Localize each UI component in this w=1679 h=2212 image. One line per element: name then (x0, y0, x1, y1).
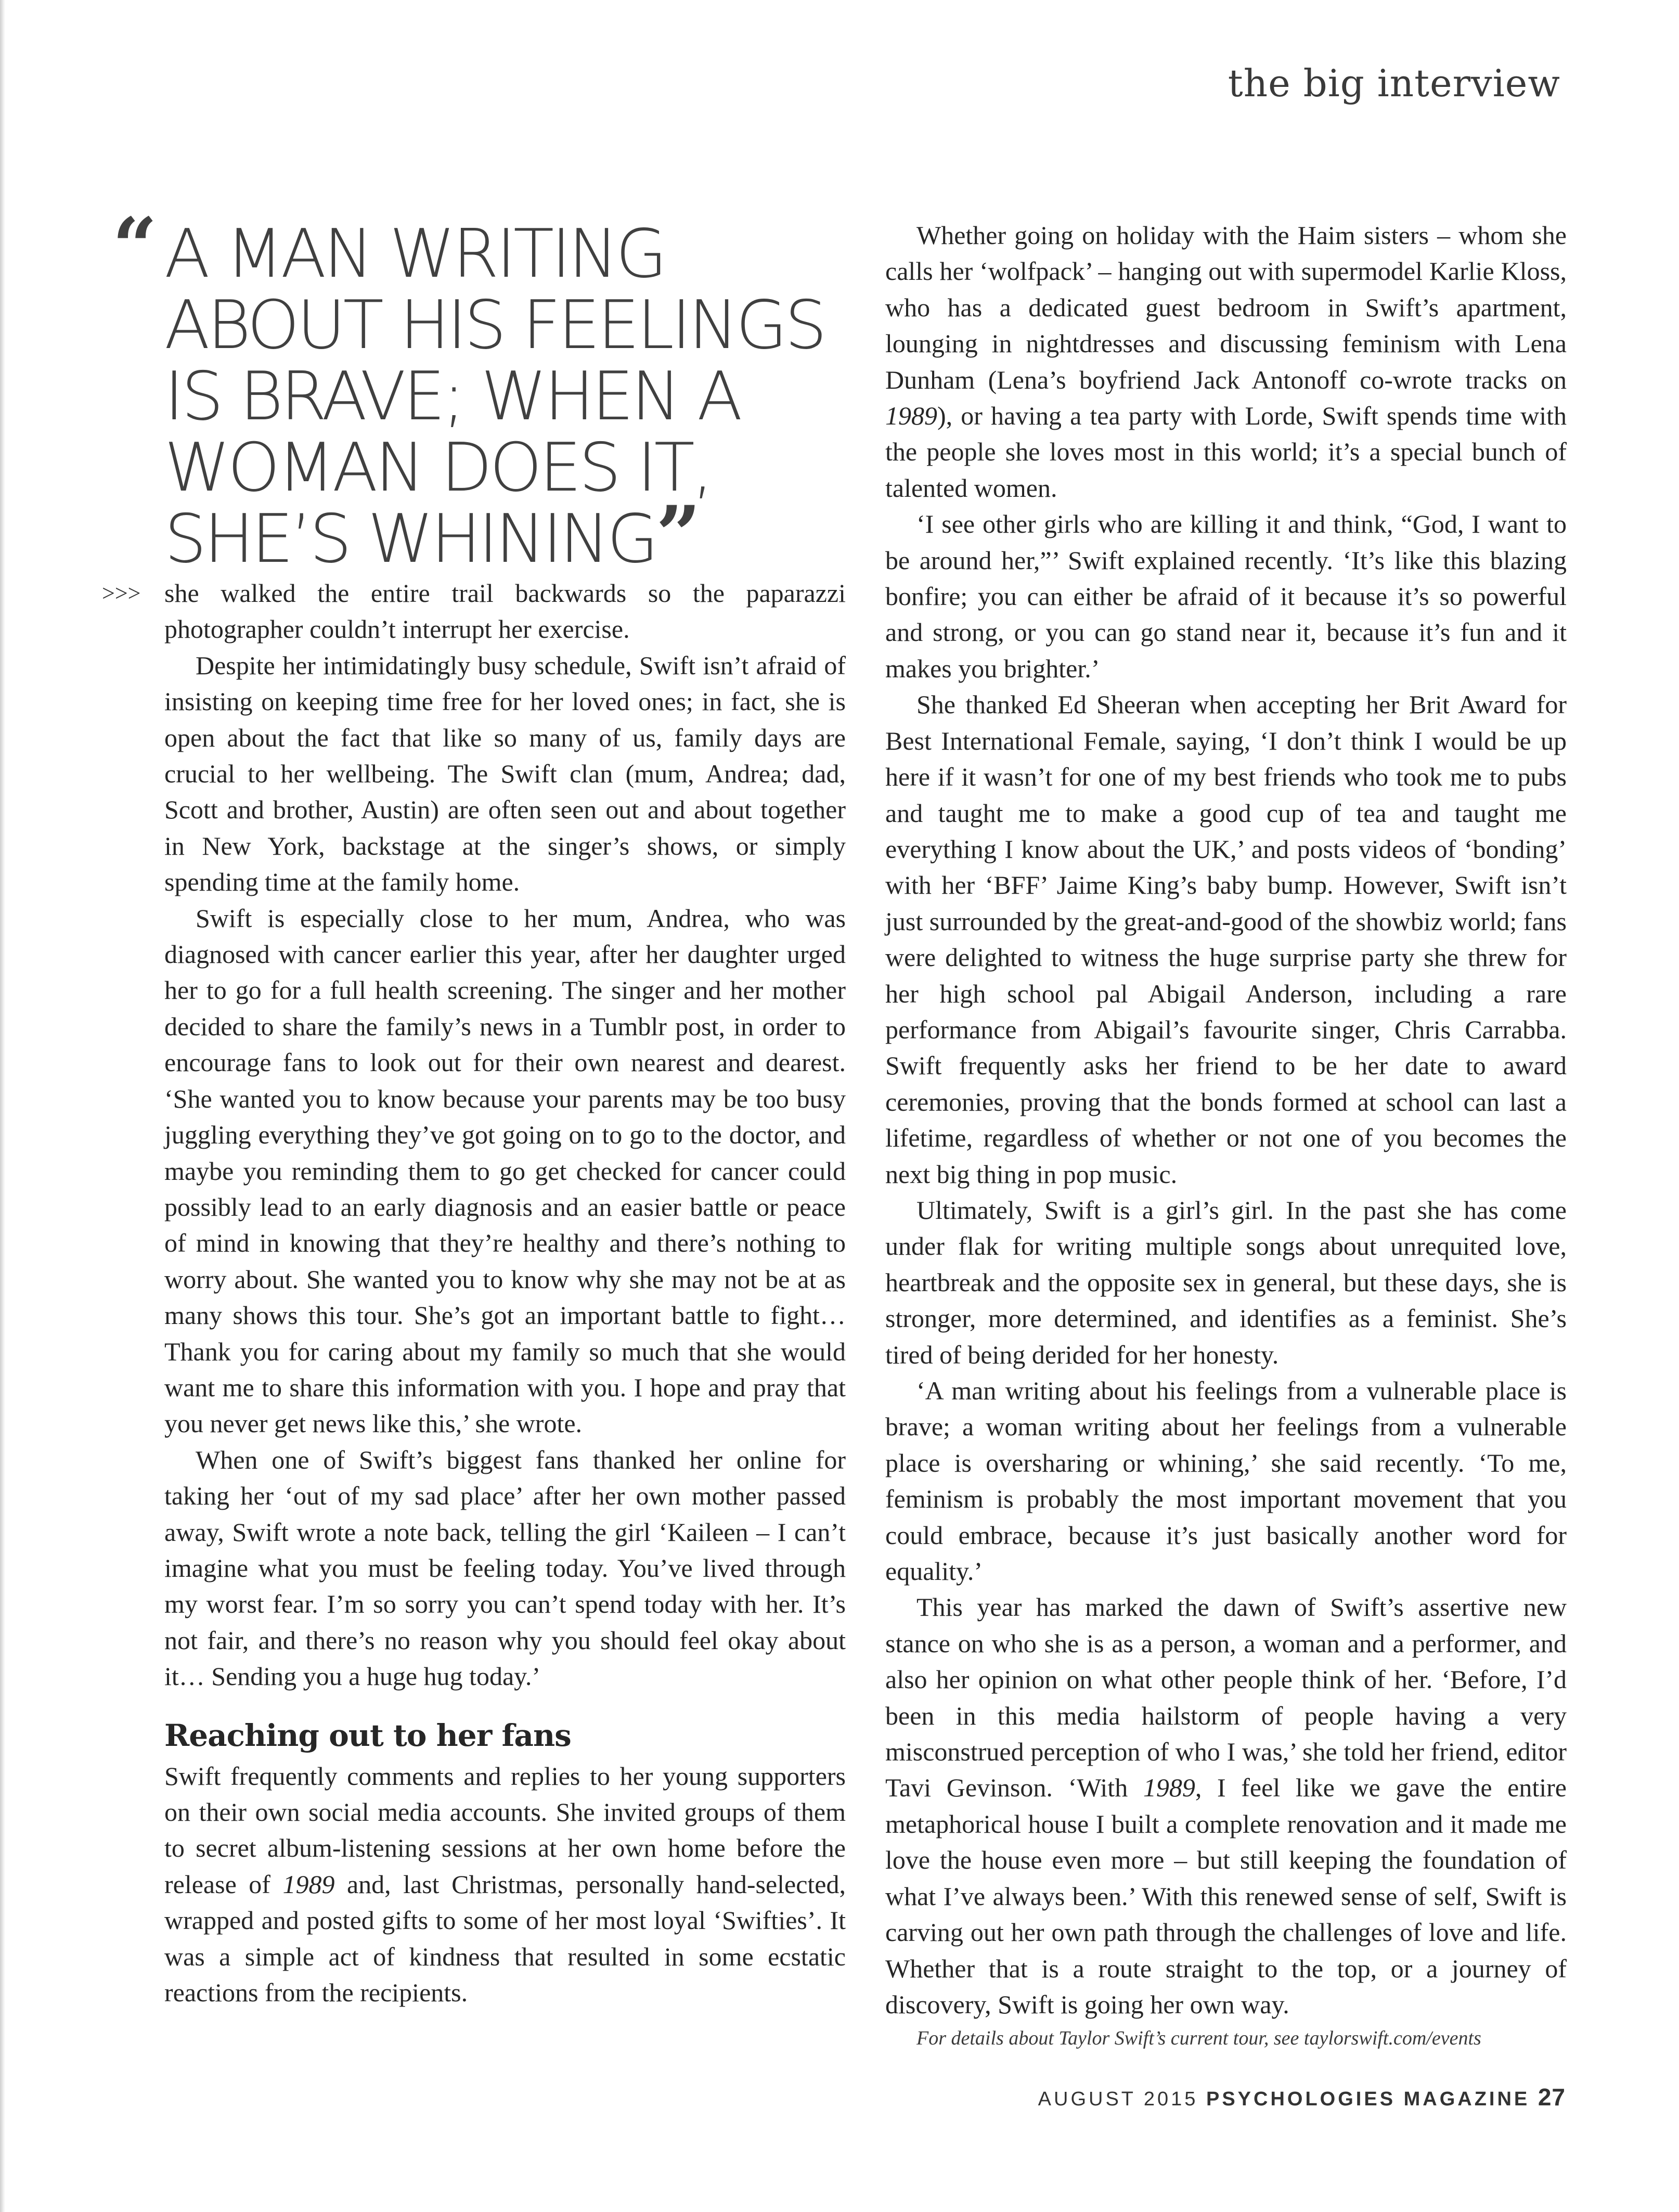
open-quote-mark: “ (112, 201, 158, 292)
text-run: , I feel like we gave the entire metaphorical house I built a complete renovation and it made me love the house even more – but still keeping the foundation of what I’ve always been.’ With this renewed sense of self, Swift is carving out her own path through the challenges of love and life. Whether that is a route straight to the top, or a journey of discovery, Swift is going her own way. (885, 1773, 1567, 2019)
close-quote-mark: ” (656, 489, 701, 581)
paragraph: Swift is especially close to her mum, Andrea, who was diagnosed with cancer earlier this year, after her daughter urged her to go for a full health screening. The singer and her mother decided to share the family’s news in a Tumblr post, in order to encourage fans to look out for their own nearest and dearest. ‘She wanted you to know because your parents may be too busy juggling everything they’ve got going on to go to the doctor, and maybe you reminding them to go get checked for cancer could possibly lead to an early diagnosis and an easier battle or peace of mind in knowing that they’re healthy and there’s nothing to worry about. She wanted you to know why she may not be at as many shows this tour. She’s got an important battle to fight… Thank you for caring about my family so much that she would want me to share this information with you. I hope and pray that you never get news like this,’ she wrote. (164, 903, 846, 1438)
pull-quote-text: A MAN WRITING ABOUT HIS FEELINGS IS BRAVE; WHEN A WOMAN DOES IT, SHE’S WHINING (164, 215, 824, 578)
paragraph: she walked the entire trail backwards so the paparazzi photographer couldn’t interrupt her exercise. (164, 578, 846, 644)
magazine-name: PSYCHOLOGIES MAGAZINE (1206, 2088, 1530, 2110)
album-title: 1989 (282, 1869, 335, 1899)
running-head: the big interview (1228, 61, 1560, 105)
continuation-marker: >>> (102, 581, 141, 606)
right-column (885, 217, 1567, 2054)
page-folio (1038, 2083, 1566, 2111)
tour-credit-line: For details about Taylor Swift’s current tour, see taylorswift.com/events (916, 2027, 1481, 2050)
album-title: 1989 (885, 401, 937, 431)
paragraph: ‘A man writing about his feelings from a vulnerable place is brave; a woman writing about her feelings from a vulnerable place is oversharing or whining,’ she said recently. ‘To me, feminism is probably the most important movement that you could embrace, because it’s just basically another word for equality.’ (885, 1376, 1567, 1586)
text-run: Whether going on holiday with the Haim sisters – whom she calls her ‘wolfpack’ – hanging out with supermodel Karlie Kloss, who has a dedicated guest bedroom in Swift’s apartment, lounging in nightdresses and discussing feminism with Lena Dunham (Lena’s boyfriend Jack Antonoff co-wrote tracks on (885, 221, 1567, 394)
paragraph (164, 1758, 846, 2011)
page-number: 27 (1538, 2084, 1566, 2111)
paragraph: When one of Swift’s biggest fans thanked her online for taking her ‘out of my sad place’ after her own mother passed away, Swift wrote a note back, telling the girl ‘Kaileen – I can’t imagine what you must be feeling today. You’ve lived through my worst fear. I’m so sorry you can’t spend today with her. It’s not fair, and there’s no reason why you should feel okay about it… Sending you a huge hug today.’ (164, 1445, 846, 1691)
page-gutter-shadow (0, 0, 5, 2212)
section-subhead: Reaching out to her fans (164, 1717, 571, 1753)
text-run: Swift frequently comments and replies to her young supporters on their own social media accounts. She invited groups of them to secret album-listening sessions at her own home before the release of (164, 1761, 846, 1899)
text-run: ), or having a tea party with Lorde, Swift spends time with the people she loves most in this world; it’s a special bunch of talented women. (885, 401, 1567, 503)
left-column (164, 575, 846, 2011)
pull-quote (112, 201, 861, 581)
paragraph (885, 217, 1567, 506)
paragraph (885, 1589, 1567, 2023)
paragraph: ‘I see other girls who are killing it and think, “God, I want to be around her,”’ Swift explained recently. ‘It’s like this blazing bonfire; you can either be afraid of it because it’s so powerful and strong, or you can go stand near it, because it’s fun and it makes you brighter.’ (885, 509, 1567, 683)
text-run: This year has marked the dawn of Swift’s assertive new stance on who she is as a person, a woman and a performer, and also her opinion on what other people think of her. ‘Before, I’d been in this media hailstorm of people having a very misconstrued perception of who I was,’ she told her friend, editor Tavi Gevinson. ‘With (885, 1592, 1567, 1803)
issue-date: AUGUST 2015 (1038, 2088, 1198, 2110)
text-run: and, last Christmas, personally hand-selected, wrapped and posted gifts to some of her most loyal ‘Swifties’. It was a simple act of kindness that resulted in some ecstatic reactions from the recipients. (164, 1869, 846, 2008)
paragraph: Despite her intimidatingly busy schedule, Swift isn’t afraid of insisting on keeping time free for her loved ones; in fact, she is open about the fact that like so many of us, family days are crucial to her wellbeing. The Swift clan (mum, Andrea; dad, Scott and brother, Austin) are often seen out and about together in New York, backstage at the singer’s shows, or simply spending time at the family home. (164, 650, 846, 897)
album-title: 1989 (1143, 1773, 1195, 1803)
paragraph: She thanked Ed Sheeran when accepting her Brit Award for Best International Female, saying, ‘I don’t think I would be up here if it wasn’t for one of my best friends who took me to pubs and taught me to make a good cup of tea and taught me everything I know about the UK,’ and posts videos of ‘bonding’ with her ‘BFF’ Jaime King’s baby bump. However, Swift isn’t just surrounded by the great-and-good of the showbiz world; fans were delighted to witness the huge surprise party she threw for her high school pal Abigail Anderson, including a rare performance from Abigail’s favourite singer, Chris Carrabba. Swift frequently asks her friend to be her date to award ceremonies, proving that the bonds formed at school can last a lifetime, regardless of whether or not one of you becomes the next big thing in pop music. (885, 690, 1567, 1189)
paragraph: Ultimately, Swift is a girl’s girl. In the past she has come under flak for writing multiple songs about unrequited love, heartbreak and the opposite sex in general, but these days, she is stronger, more determined, and identifies as a feminist. She’s tired of being derided for her honesty. (885, 1195, 1567, 1369)
